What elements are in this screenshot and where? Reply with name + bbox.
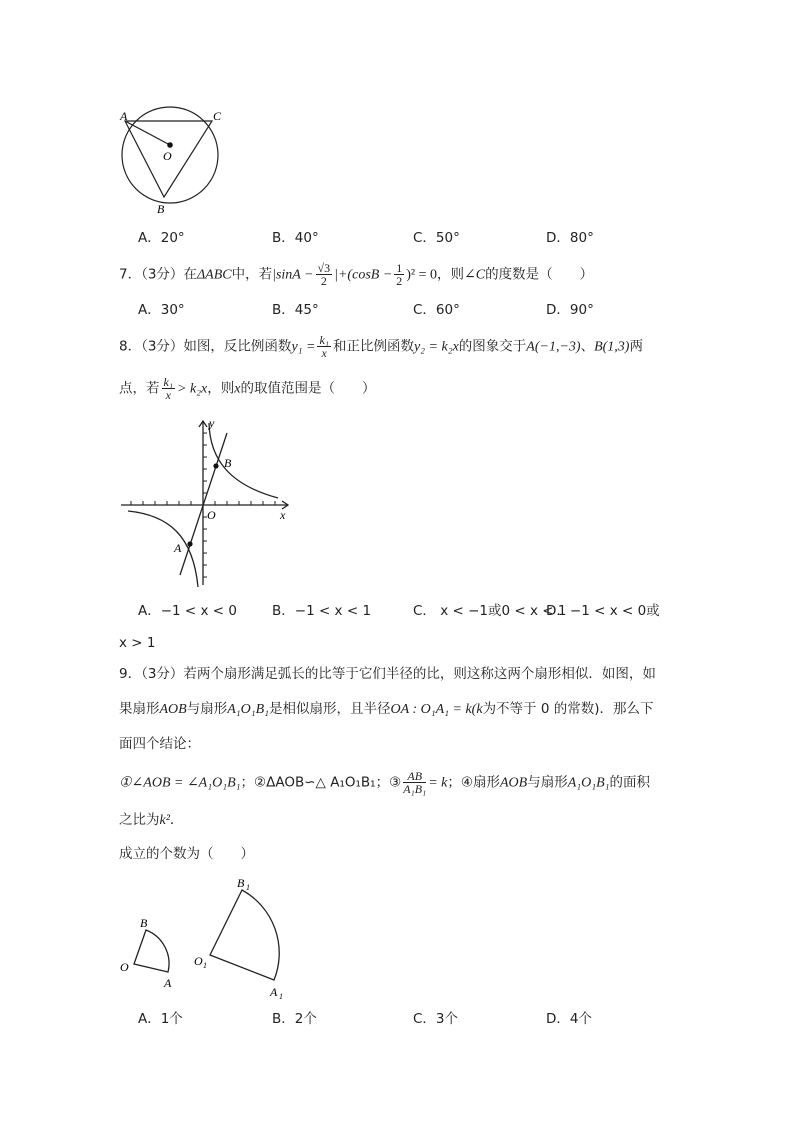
q9-l2-b: 与扇形 [186, 701, 228, 717]
q8-point-a: A(−1,−3) [526, 339, 581, 355]
q9-c4-aob: AOB [499, 775, 528, 791]
q7-angle-c: ∠C [464, 267, 486, 283]
q8-function-graph [118, 415, 298, 590]
label-o: O [163, 149, 172, 163]
label-b: B [157, 202, 165, 216]
q9-l2-c: 是相似扇形，且半径 [269, 701, 391, 717]
q9-c3-pre: ；③ [375, 774, 402, 791]
label-sector-b: B [140, 916, 148, 930]
q8-line2-mid: ，则 [207, 380, 235, 397]
inverse-function-branch-positive [209, 423, 278, 498]
label-sector-a1: A [270, 985, 278, 999]
q7-mid2: ，则 [437, 266, 465, 283]
q7-stem [119, 262, 593, 287]
label-sector-b1-sub: 1 [246, 883, 250, 892]
q8-k1-over-x [317, 334, 331, 359]
q9-stem-line1: 9．（3分）若两个扇形满足弧长的比等于它们半径的比，则这称这两个扇形相似．如图，如 [119, 666, 656, 682]
q9-l5-a: 之比为 [119, 812, 160, 828]
q7-prefix: 7．（3分）在 [119, 266, 197, 283]
sector-aob [134, 930, 169, 972]
q8-point-b: B(1,3) [594, 339, 630, 355]
q8-option-b: B．−1 < x < 1 [272, 603, 372, 619]
q7-half [394, 262, 404, 287]
q9-option-a: A．1个 [138, 1011, 183, 1027]
q8-stem-line2 [119, 376, 375, 401]
q9-c3-post: = k [428, 775, 448, 791]
q7-cos-part: |+(cosB − [334, 267, 393, 283]
y-axis-label: y [209, 416, 215, 430]
sector-a1o1b1 [210, 890, 279, 980]
q8-prefix: 8．（3分）如图，反比例函数 [119, 338, 292, 355]
q8-y2: y₂ = k₂x [413, 339, 459, 355]
q9-conclusion-3-fraction [403, 770, 426, 795]
q9-l2-d: 为不等于 0 的常数)．那么下 [482, 701, 654, 717]
center-point-o [167, 142, 173, 148]
q9-conclusions [119, 770, 650, 795]
q9-c3-den: A₁B₁ [403, 782, 427, 796]
q9-question: 成立的个数为（ ） [119, 846, 254, 862]
circle-triangle-figure [110, 100, 235, 220]
q9-stem-line2 [119, 699, 654, 720]
point-b-label: B [224, 456, 232, 470]
q9-l2-a1o1b1: A₁O₁B₁ [227, 702, 270, 717]
q8-option-a: A．−1 < x < 0 [138, 603, 238, 619]
q8-mid2: 的图象交于 [458, 338, 527, 355]
q7-half-den: 2 [396, 274, 403, 288]
q8-option-c: C． x < −1或0 < x < 1 [413, 603, 567, 619]
intersection-point-a [187, 541, 192, 546]
q7-squared: )² = 0 [406, 267, 438, 283]
q8-y1: y₁ = [291, 339, 316, 355]
q9-c3-num: AB [403, 770, 426, 783]
q8-suffix: 两 [629, 338, 643, 355]
label-sector-o1: O [194, 954, 203, 968]
q8-option-d: D．−1 < x < 0或 [546, 603, 660, 619]
q7-option-c: C．60° [413, 302, 460, 318]
q9-sector-figures [112, 872, 312, 1002]
q9-l5-b: ． [169, 812, 184, 828]
q7-half-num: 1 [396, 261, 403, 275]
q7-abs-sin: |sinA − [272, 267, 314, 283]
q7-option-a: A．30° [138, 302, 185, 318]
inverse-function-branch-negative [128, 511, 198, 587]
q7-triangle: ΔABC [196, 267, 232, 283]
q6-option-b: B．40° [272, 230, 319, 246]
q9-conclusion-2: ；②ΔAOB∽△ A₁O₁B₁ [240, 774, 376, 791]
q7-option-d: D．90° [546, 302, 594, 318]
q8-x-den: x [321, 346, 327, 360]
q8-cond-rhs: > k₂x [177, 381, 208, 397]
label-a: A [120, 109, 128, 123]
q9-l5-k2: k² [159, 813, 170, 828]
q9-option-d: D．4个 [546, 1011, 592, 1027]
q8-cond-den: x [165, 388, 171, 402]
q6-option-d: D．80° [546, 230, 594, 246]
q9-conclusion-1: ①∠AOB = ∠A₁O₁B₁ [119, 775, 241, 791]
q7-sqrt3: √3 [317, 261, 331, 275]
label-sector-a: A [164, 976, 172, 990]
q7-mid1: 中，若 [231, 266, 273, 283]
q8-mid1: 和正比例函数 [332, 338, 414, 355]
q8-option-d-continued: x > 1 [119, 635, 156, 651]
x-axis-label: x [280, 508, 286, 522]
q9-l2-ratio: OA : O₁A₁ = k(k [390, 702, 483, 717]
label-sector-b1: B [237, 876, 245, 890]
q9-c4-c: 的面积 [609, 774, 651, 791]
q8-cond-num: k₁ [163, 375, 173, 389]
point-a-label: A [174, 541, 182, 555]
q9-l2-a: 果扇形 [119, 701, 160, 717]
q9-option-c: C．3个 [413, 1011, 459, 1027]
q7-option-b: B．45° [272, 302, 319, 318]
q8-condition-fraction [162, 376, 176, 401]
q9-stem-line3: 面四个结论： [119, 736, 200, 752]
label-sector-o: O [120, 960, 129, 974]
q9-l2-aob: AOB [159, 702, 187, 717]
q9-option-b: B．2个 [272, 1011, 317, 1027]
q6-option-c: C．50° [413, 230, 460, 246]
q8-x-var: x [234, 381, 241, 397]
q8-k1: k₁ [319, 333, 329, 347]
q9-c4-a1o1b1: A₁O₁B₁ [567, 775, 610, 791]
q8-stem-line1 [119, 334, 643, 359]
q7-suffix: 的度数是（ ） [485, 266, 594, 283]
q8-line2-prefix: 点，若 [119, 380, 160, 397]
label-c: C [213, 109, 222, 123]
origin-label: O [207, 508, 216, 522]
intersection-point-b [213, 463, 218, 468]
q9-stem-line5 [119, 810, 183, 831]
q8-line2-suffix: 的取值范围是（ ） [240, 380, 376, 397]
q7-den2: 2 [320, 274, 327, 288]
label-sector-o1-sub: 1 [203, 961, 207, 970]
q8-sep: 、 [580, 338, 595, 355]
q9-c4-b: 与扇形 [527, 774, 568, 791]
q9-c4-a: ；④扇形 [447, 774, 500, 791]
q7-sqrt3-over-2 [316, 262, 333, 287]
q6-option-a: A．20° [138, 230, 185, 246]
label-sector-a1-sub: 1 [279, 992, 283, 1001]
